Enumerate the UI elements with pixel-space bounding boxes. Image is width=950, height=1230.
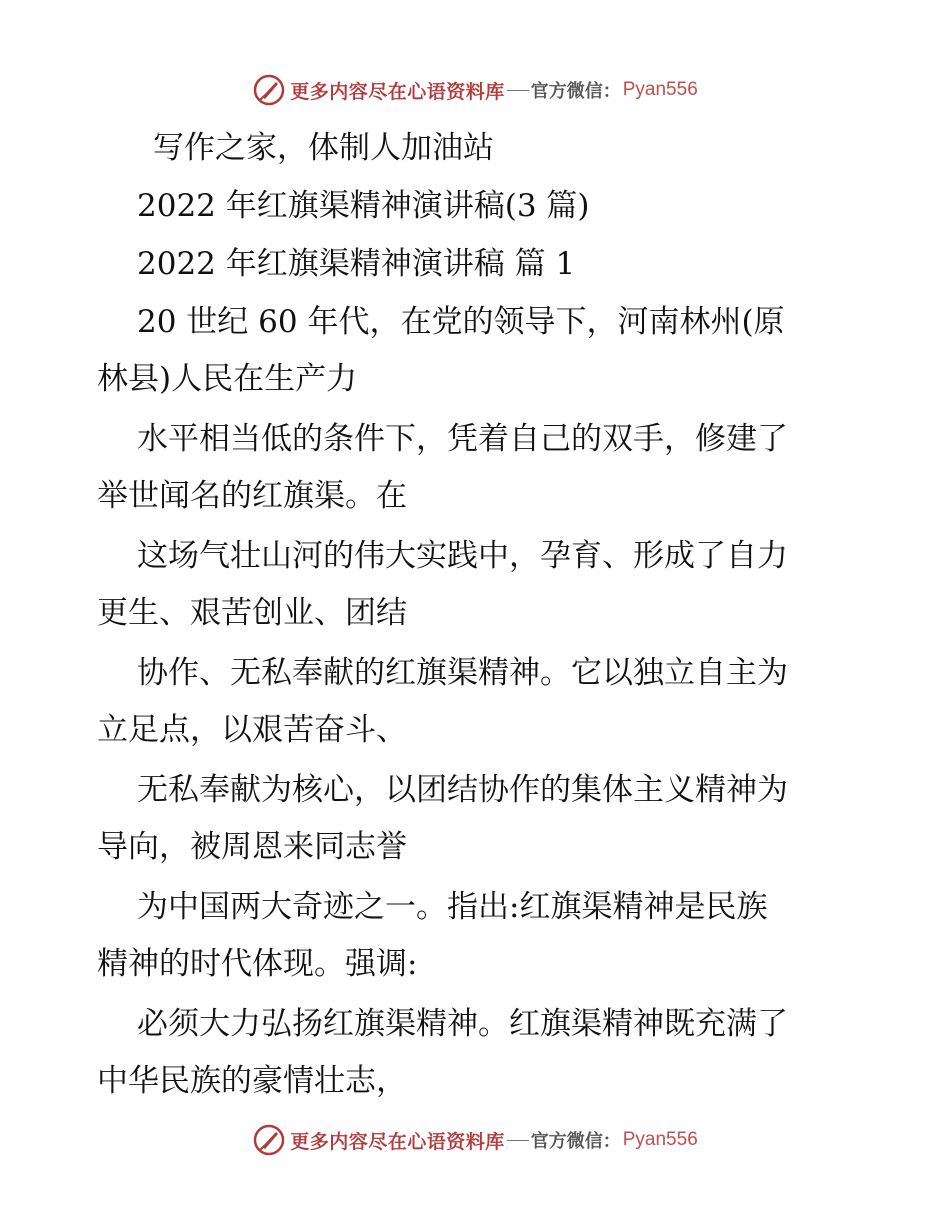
banner-wechat-id: Pyan556 xyxy=(622,1129,698,1150)
banner-separator xyxy=(507,1140,529,1141)
paragraph-line: 举世闻名的红旗渠。在 xyxy=(97,478,407,514)
banner-sub-text: 官方微信： xyxy=(530,1131,621,1152)
paragraph-line: 这场气壮山河的伟大实践中，孕育、形成了自力 xyxy=(137,538,788,574)
paragraph-line: 20 世纪 60 年代，在党的领导下，河南林州(原 xyxy=(137,304,785,340)
footer-watermark xyxy=(0,1120,950,1160)
paragraph-line: 精神的时代体现。强调: xyxy=(97,946,418,982)
quill-logo-icon xyxy=(252,1123,286,1157)
paragraph-line: 协作、无私奉献的红旗渠精神。它以独立自主为 xyxy=(137,655,788,691)
paragraph-line: 无私奉献为核心，以团结协作的集体主义精神为 xyxy=(137,772,788,808)
banner-sub-text: 官方微信： xyxy=(530,81,621,102)
paragraph-line: 水平相当低的条件下，凭着自己的双手，修建了 xyxy=(137,421,788,457)
paragraph-line: 中华民族的豪情壮志， xyxy=(97,1063,407,1099)
quill-logo-icon xyxy=(252,73,286,107)
banner-wechat-id: Pyan556 xyxy=(622,79,698,100)
paragraph-line: 林县)人民在生产力 xyxy=(97,361,358,397)
document-title: 2022 年红旗渠精神演讲稿(3 篇) xyxy=(137,188,590,224)
banner-main-text: 更多内容尽在心语资料库 xyxy=(290,1130,505,1153)
header-watermark xyxy=(0,70,950,110)
paragraph-line: 导向，被周恩来同志誉 xyxy=(97,829,407,865)
paragraph-line: 更生、艰苦创业、团结 xyxy=(97,595,407,631)
banner-main-text: 更多内容尽在心语资料库 xyxy=(290,80,505,103)
section-heading: 2022 年红旗渠精神演讲稿 篇 1 xyxy=(137,246,576,282)
paragraph-line: 立足点，以艰苦奋斗、 xyxy=(97,712,407,748)
paragraph-line: 为中国两大奇迹之一。指出:红旗渠精神是民族 xyxy=(137,889,768,925)
paragraph-line: 必须大力弘扬红旗渠精神。红旗渠精神既充满了 xyxy=(137,1006,788,1042)
site-tagline: 写作之家，体制人加油站 xyxy=(153,130,494,166)
banner-separator xyxy=(507,90,529,91)
